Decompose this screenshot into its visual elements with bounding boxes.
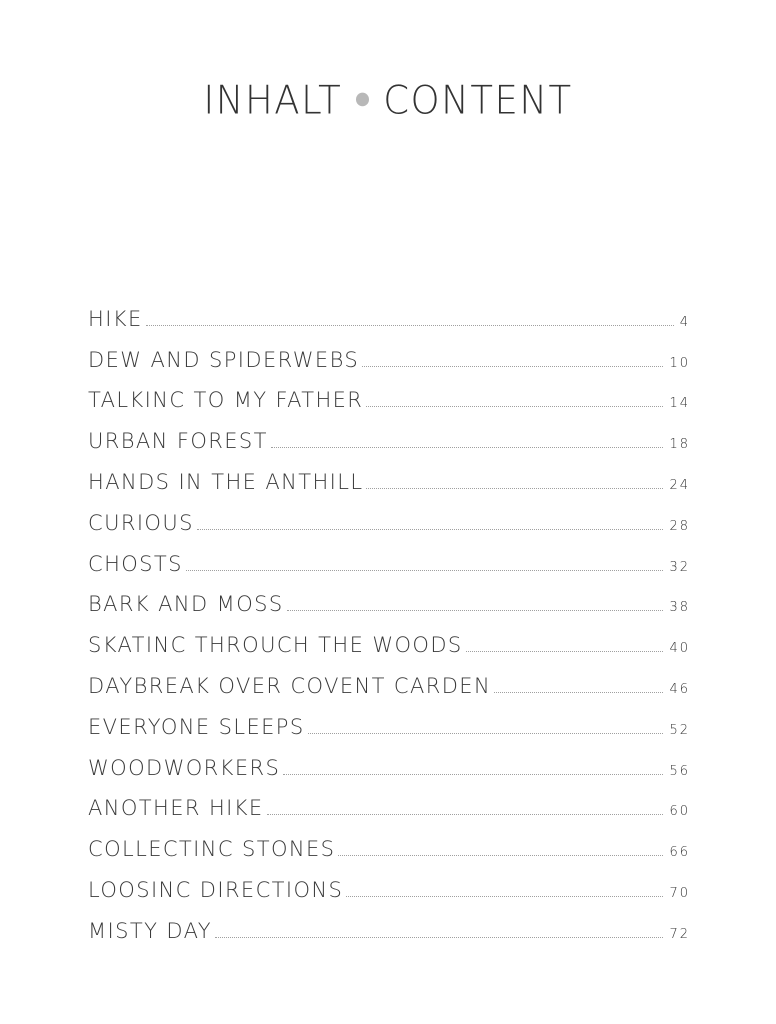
toc-entry-title: WOODWORKERS: [88, 755, 281, 780]
toc-entry[interactable]: [88, 860, 690, 901]
toc-entry[interactable]: [88, 534, 690, 575]
dot-leader: [494, 691, 663, 693]
dot-leader: [271, 446, 664, 448]
toc-entry[interactable]: [88, 493, 690, 534]
dot-leader: [366, 405, 663, 407]
table-of-contents: [88, 289, 690, 942]
toc-entry-page: 46: [669, 681, 690, 697]
toc-entry-page: 56: [669, 763, 690, 779]
toc-entry[interactable]: [88, 452, 690, 493]
toc-entry[interactable]: [88, 575, 690, 616]
toc-entry-title: ANOTHER HIKE: [88, 796, 264, 821]
toc-entry-title: TALKINC TO MY FATHER: [88, 388, 364, 413]
dot-leader: [197, 528, 664, 530]
toc-entry[interactable]: [88, 819, 690, 860]
toc-entry-page: 28: [669, 518, 690, 534]
toc-entry-page: 38: [669, 600, 690, 616]
toc-entry-title: HANDS IN THE ANTHILL: [88, 469, 364, 494]
dot-leader: [146, 324, 674, 326]
title-right: CONTENT: [383, 77, 573, 123]
toc-entry-title: COLLECTINC STONES: [88, 837, 336, 862]
dot-leader: [283, 773, 663, 775]
bullet-dot-icon: [356, 92, 369, 106]
toc-entry-page: 40: [669, 641, 690, 657]
toc-entry-title: HIKE: [88, 306, 143, 331]
toc-entry-page: 66: [669, 845, 690, 861]
dot-leader: [362, 365, 663, 367]
toc-entry[interactable]: [88, 697, 690, 738]
dot-leader: [366, 487, 663, 489]
dot-leader: [338, 854, 663, 856]
toc-entry-title: EVERYONE SLEEPS: [88, 714, 305, 739]
toc-entry-title: SKATINC THROUCH THE WOODS: [88, 633, 463, 658]
page-title: [0, 78, 776, 123]
toc-entry-page: 70: [669, 885, 690, 901]
toc-entry[interactable]: [88, 615, 690, 656]
toc-entry-page: 4: [679, 314, 690, 330]
toc-entry-title: DAYBREAK OVER COVENT CARDEN: [88, 673, 492, 698]
toc-entry-title: BARK AND MOSS: [88, 592, 284, 617]
toc-entry[interactable]: [88, 901, 690, 942]
toc-entry-page: 52: [669, 722, 690, 738]
toc-entry-page: 72: [669, 926, 690, 942]
toc-entry-page: 32: [669, 559, 690, 575]
toc-entry-title: CURIOUS: [88, 510, 194, 535]
toc-entry-title: URBAN FOREST: [88, 429, 268, 454]
toc-entry[interactable]: [88, 411, 690, 452]
toc-entry[interactable]: [88, 289, 690, 330]
toc-entry[interactable]: [88, 779, 690, 820]
dot-leader: [267, 813, 664, 815]
toc-entry-page: 18: [669, 437, 690, 453]
dot-leader: [287, 609, 664, 611]
toc-entry-page: 60: [669, 804, 690, 820]
toc-entry-title: LOOSINC DIRECTIONS: [88, 877, 344, 902]
toc-entry-page: 10: [669, 355, 690, 371]
toc-entry[interactable]: [88, 371, 690, 412]
toc-entry[interactable]: [88, 330, 690, 371]
dot-leader: [466, 650, 664, 652]
toc-entry[interactable]: [88, 738, 690, 779]
dot-leader: [215, 936, 664, 938]
toc-entry-title: DEW AND SPIDERWEBS: [88, 347, 360, 372]
toc-entry-page: 14: [669, 396, 690, 412]
title-left: INHALT: [203, 77, 343, 123]
toc-entry-title: CHOSTS: [88, 551, 183, 576]
dot-leader: [308, 732, 664, 734]
toc-entry-page: 24: [669, 477, 690, 493]
toc-entry-title: MISTY DAY: [88, 918, 212, 943]
dot-leader: [346, 895, 663, 897]
toc-entry[interactable]: [88, 656, 690, 697]
dot-leader: [186, 569, 664, 571]
